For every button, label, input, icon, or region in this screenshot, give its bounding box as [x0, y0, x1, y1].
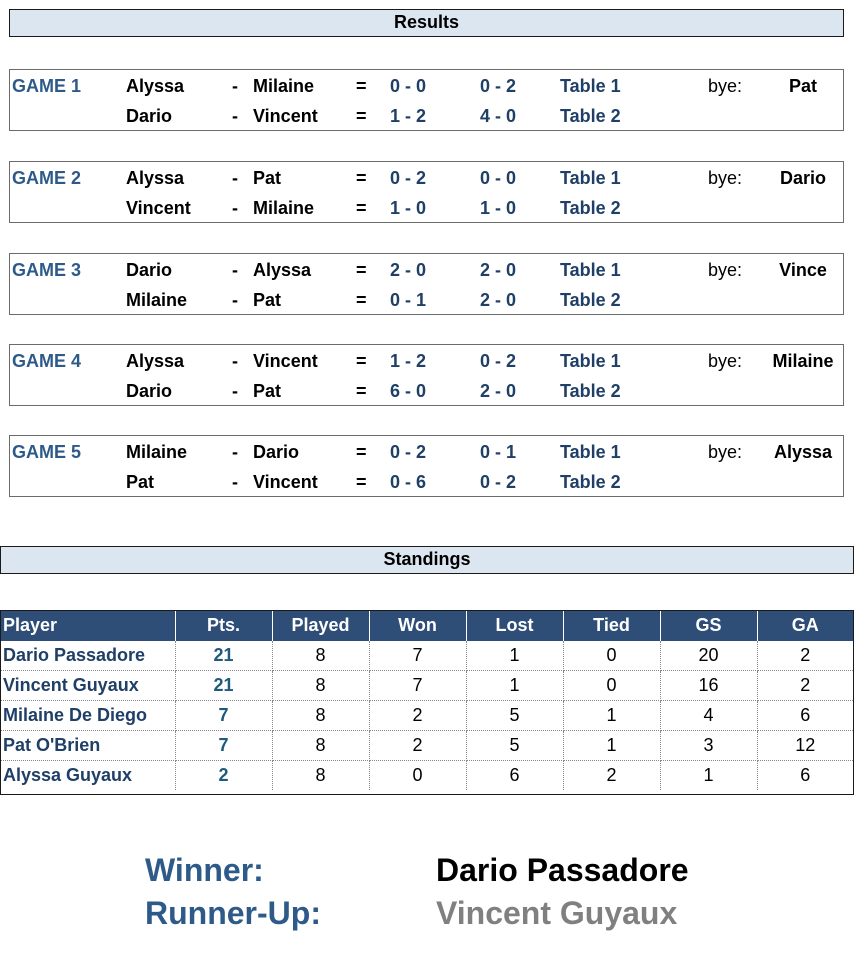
score-second: 2 - 0 — [480, 381, 517, 401]
player-away: Vincent — [253, 351, 318, 371]
col-header-pts: Pts. — [175, 610, 272, 641]
played-cell: 8 — [272, 731, 369, 761]
player-away: Pat — [253, 381, 282, 401]
winner-label: Winner: — [145, 852, 264, 888]
game-label: GAME 2 — [12, 168, 82, 188]
gs-cell: 20 — [660, 641, 757, 671]
equals-sign: = — [356, 260, 367, 280]
played-cell: 8 — [272, 701, 369, 731]
score-second: 2 - 0 — [480, 260, 517, 280]
player-home: Alyssa — [126, 351, 185, 371]
col-header-gs: GS — [660, 610, 757, 641]
game-label: GAME 4 — [12, 351, 82, 371]
score-first: 1 - 0 — [390, 198, 427, 218]
dash-separator: - — [232, 290, 238, 310]
score-first: 1 - 2 — [390, 351, 427, 371]
gs-cell: 3 — [660, 731, 757, 761]
bye-player: Dario — [779, 168, 826, 188]
tied-cell: 1 — [563, 731, 660, 761]
gs-cell: 1 — [660, 761, 757, 791]
player-away: Dario — [253, 442, 300, 462]
score-first: 0 - 0 — [390, 76, 427, 96]
bye-label: bye: — [708, 351, 743, 371]
score-second: 0 - 2 — [480, 76, 517, 96]
table-assignment: Table 1 — [560, 260, 621, 280]
bye-label: bye: — [708, 260, 743, 280]
player-name: Milaine De Diego — [1, 701, 175, 731]
col-header-tied: Tied — [563, 610, 660, 641]
score-second: 0 - 0 — [480, 168, 517, 188]
score-first: 1 - 2 — [390, 106, 427, 126]
table-assignment: Table 2 — [560, 106, 621, 126]
col-header-lost: Lost — [466, 610, 563, 641]
dash-separator: - — [232, 198, 238, 218]
player-home: Alyssa — [126, 168, 185, 188]
equals-sign: = — [356, 381, 367, 401]
table-row — [1, 671, 853, 701]
points-cell: 21 — [175, 641, 272, 671]
game-label: GAME 1 — [12, 76, 82, 96]
game-label: GAME 3 — [12, 260, 82, 280]
dash-separator: - — [232, 351, 238, 371]
player-home: Vincent — [126, 198, 191, 218]
score-second: 4 - 0 — [480, 106, 517, 126]
table-row — [1, 761, 853, 791]
equals-sign: = — [356, 351, 367, 371]
played-cell: 8 — [272, 671, 369, 701]
dash-separator: - — [232, 260, 238, 280]
won-cell: 7 — [369, 671, 466, 701]
player-away: Milaine — [253, 76, 315, 96]
col-header-ga: GA — [757, 610, 853, 641]
table-assignment: Table 2 — [560, 198, 621, 218]
points-cell: 21 — [175, 671, 272, 701]
equals-sign: = — [356, 168, 367, 188]
col-header-player: Player — [1, 610, 175, 641]
dash-separator: - — [232, 76, 238, 96]
equals-sign: = — [356, 290, 367, 310]
gs-cell: 4 — [660, 701, 757, 731]
ga-cell: 2 — [757, 671, 853, 701]
points-cell: 7 — [175, 731, 272, 761]
table-row — [1, 731, 853, 761]
results-title: Results — [393, 12, 460, 32]
score-second: 0 - 2 — [480, 472, 517, 492]
dash-separator: - — [232, 168, 238, 188]
tied-cell: 1 — [563, 701, 660, 731]
score-second: 0 - 1 — [480, 442, 517, 462]
played-cell: 8 — [272, 641, 369, 671]
table-assignment: Table 1 — [560, 351, 621, 371]
played-cell: 8 — [272, 761, 369, 791]
lost-cell: 5 — [466, 731, 563, 761]
score-first: 0 - 2 — [390, 168, 427, 188]
points-cell: 7 — [175, 701, 272, 731]
player-name: Alyssa Guyaux — [1, 761, 175, 791]
won-cell: 2 — [369, 731, 466, 761]
player-name: Pat O'Brien — [1, 731, 175, 761]
bye-player: Vince — [779, 260, 827, 280]
table-row — [1, 641, 853, 671]
points-cell: 2 — [175, 761, 272, 791]
lost-cell: 5 — [466, 701, 563, 731]
standings-header-row — [1, 610, 853, 641]
lost-cell: 1 — [466, 641, 563, 671]
score-first: 6 - 0 — [390, 381, 427, 401]
dash-separator: - — [232, 381, 238, 401]
table-assignment: Table 2 — [560, 381, 621, 401]
ga-cell: 6 — [800, 765, 811, 785]
tied-cell: 0 — [563, 641, 660, 671]
table-assignment: Table 1 — [560, 76, 621, 96]
score-first: 2 - 0 — [390, 260, 427, 280]
game-block-4 — [9, 344, 844, 406]
score-first: 0 - 6 — [390, 472, 427, 492]
won-cell: 2 — [369, 701, 466, 731]
equals-sign: = — [356, 442, 367, 462]
bye-label: bye: — [708, 442, 743, 462]
bye-label: bye: — [708, 168, 743, 188]
lost-cell: 1 — [466, 671, 563, 701]
player-home: Milaine — [126, 290, 188, 310]
ga-cell: 6 — [757, 701, 853, 731]
game-block-3 — [9, 253, 844, 315]
table-assignment: Table 2 — [560, 290, 621, 310]
winner-name: Dario Passadore — [436, 852, 689, 888]
player-away: Pat — [253, 290, 282, 310]
runner-up-name: Vincent Guyaux — [436, 895, 678, 931]
player-away: Vincent — [253, 472, 318, 492]
standings-table — [1, 610, 853, 790]
score-second: 1 - 0 — [480, 198, 517, 218]
equals-sign: = — [356, 198, 367, 218]
player-home: Dario — [126, 381, 173, 401]
results-header — [9, 9, 844, 37]
standings-header — [0, 546, 854, 574]
dash-separator: - — [232, 106, 238, 126]
player-away: Pat — [253, 168, 282, 188]
table-row — [1, 701, 853, 731]
player-away: Milaine — [253, 198, 315, 218]
dash-separator: - — [232, 442, 238, 462]
equals-sign: = — [356, 106, 367, 126]
table-assignment: Table 2 — [560, 472, 621, 492]
standings-title: Standings — [383, 549, 471, 569]
equals-sign: = — [356, 76, 367, 96]
col-header-won: Won — [369, 610, 466, 641]
score-first: 0 - 1 — [390, 290, 427, 310]
equals-sign: = — [356, 472, 367, 492]
runner-up-label: Runner-Up: — [145, 895, 321, 931]
player-away: Vincent — [253, 106, 318, 126]
game-label: GAME 5 — [12, 442, 82, 462]
player-name: Dario Passadore — [1, 641, 175, 671]
gs-cell: 16 — [660, 671, 757, 701]
score-second: 2 - 0 — [480, 290, 517, 310]
player-home: Milaine — [126, 442, 188, 462]
player-home: Dario — [126, 260, 173, 280]
score-second: 0 - 2 — [480, 351, 517, 371]
table-assignment: Table 1 — [560, 168, 621, 188]
won-cell: 0 — [369, 761, 466, 791]
table-assignment: Table 1 — [560, 442, 621, 462]
lost-cell: 6 — [466, 761, 563, 791]
won-cell: 7 — [369, 641, 466, 671]
score-first: 0 - 2 — [390, 442, 427, 462]
ga-cell: 2 — [757, 641, 853, 671]
dash-separator: - — [232, 472, 238, 492]
col-header-played: Played — [272, 610, 369, 641]
bye-label: bye: — [708, 76, 743, 96]
ga-cell: 12 — [757, 731, 853, 761]
bye-player: Milaine — [772, 351, 834, 371]
tied-cell: 2 — [563, 761, 660, 791]
tied-cell: 0 — [563, 671, 660, 701]
player-home: Dario — [126, 106, 173, 126]
player-home: Alyssa — [126, 76, 185, 96]
player-name: Vincent Guyaux — [1, 671, 175, 701]
bye-player: Pat — [788, 76, 817, 96]
game-block-2 — [9, 161, 844, 223]
game-block-1 — [9, 69, 844, 131]
player-home: Pat — [126, 472, 155, 492]
bye-player: Alyssa — [773, 442, 833, 462]
player-away: Alyssa — [253, 260, 312, 280]
game-block-5 — [9, 435, 844, 497]
